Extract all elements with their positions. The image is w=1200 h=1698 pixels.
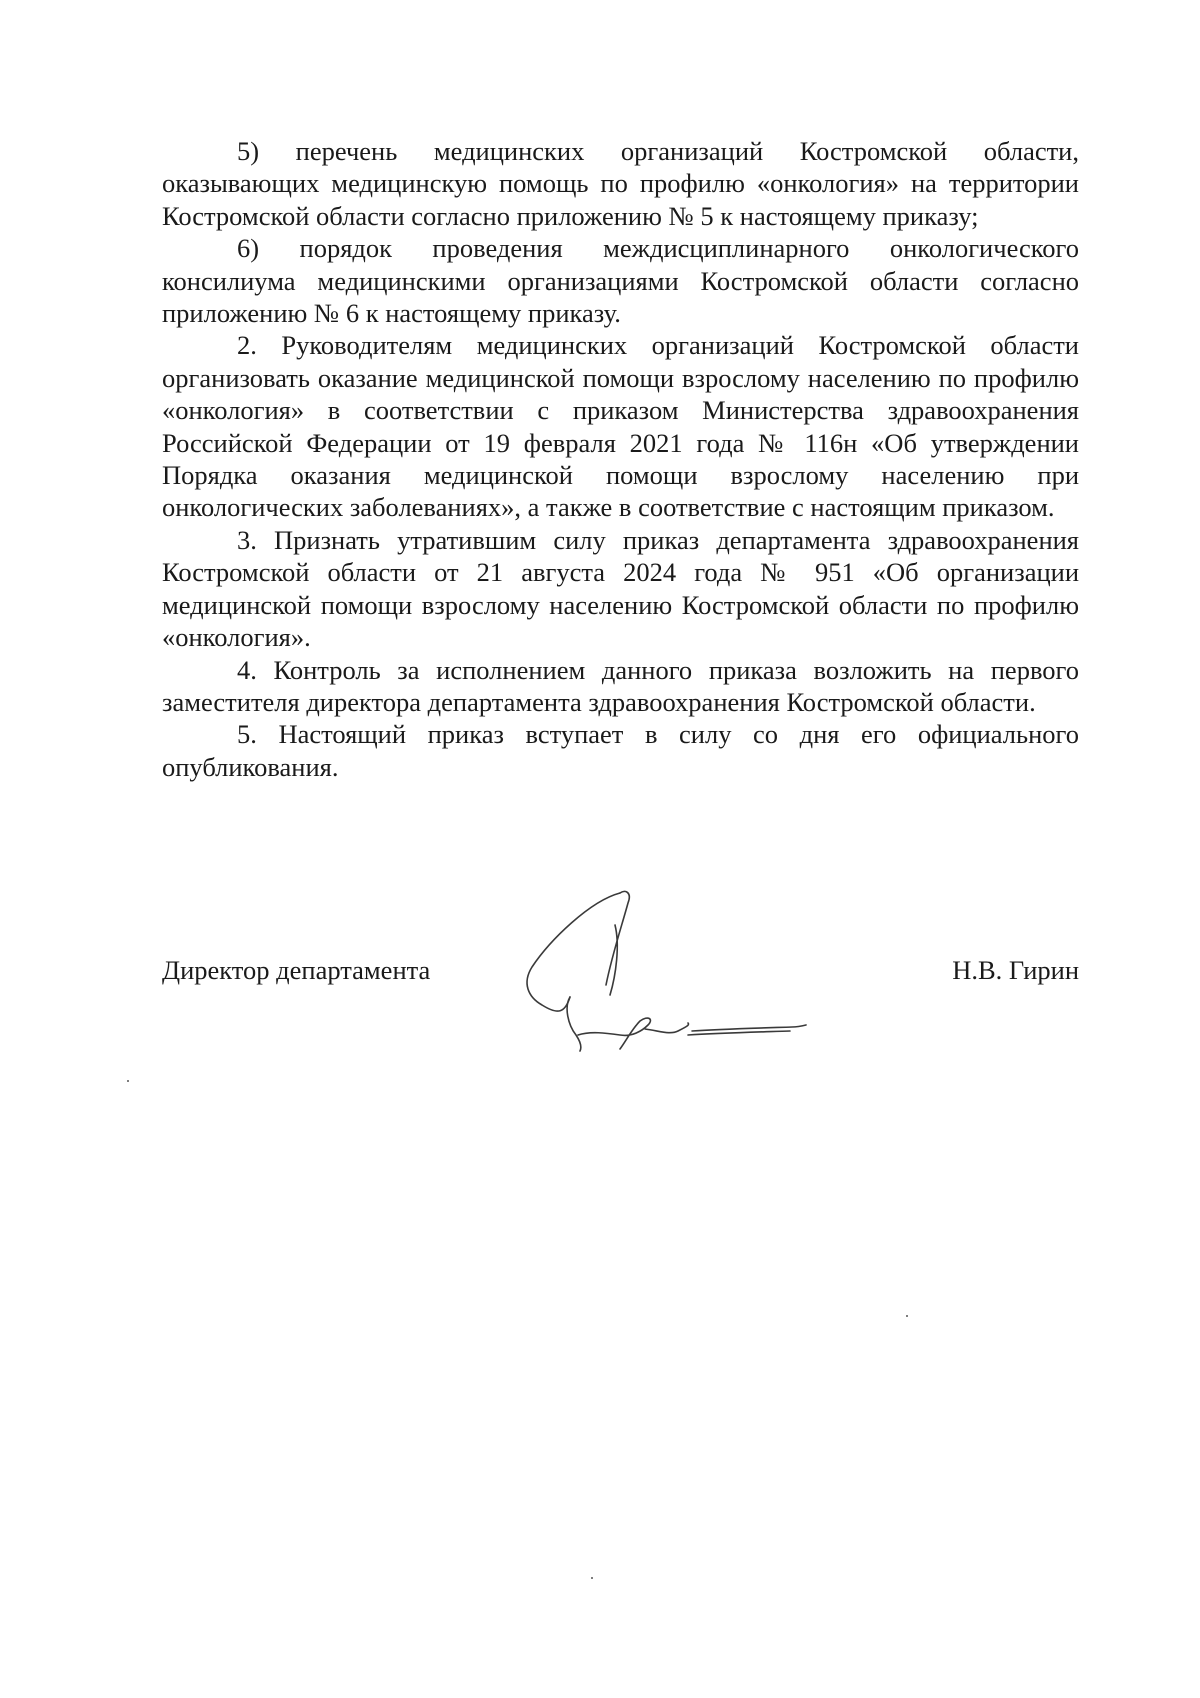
paragraph-clause-3: 3. Признать утратившим силу приказ департамента здравоохранения Костромской области от 21 августа 2024 года № 951 «Об организации медицинской помощи взрослому населению Костромской области по профилю «онкология». bbox=[162, 524, 1079, 653]
signer-name: Н.В. Гирин bbox=[952, 955, 1079, 985]
signer-position: Директор департамента bbox=[162, 955, 431, 985]
paragraph-item-5: 5) перечень медицинских организаций Костромской области, оказывающих медицинскую помощь по профилю «онкология» на территории Костромской области согласно приложению № 5 к настоящему приказу; bbox=[162, 136, 1079, 231]
paragraph-clause-5: 5. Настоящий приказ вступает в силу со дня его официального опубликования. bbox=[162, 719, 1079, 782]
paragraph-item-6: 6) порядок проведения междисциплинарного онкологического консилиума медицинскими организациями Костромской области согласно приложению № 6 к настоящему приказу. bbox=[162, 233, 1079, 329]
handwritten-signature bbox=[520, 885, 830, 1060]
document-body bbox=[162, 135, 1079, 783]
scan-speck bbox=[127, 1080, 129, 1082]
paragraph-clause-2: 2. Руководителям медицинских организаций Костромской области организовать оказание медицинской помощи взрослому населению по профилю «онкология» в соответствии с приказом Министерства здравоохранения Российской Федерации от 19 февраля 2021 года № 116н «Об утверждении Порядка оказания медицинской помощи взрослому населению при онкологических заболеваниях», а также в соответствие с настоящим приказом. bbox=[162, 330, 1079, 523]
scan-speck bbox=[591, 1577, 593, 1579]
paragraph-clause-4: 4. Контроль за исполнением данного приказа возложить на первого заместителя директора департамента здравоохранения Костромской области. bbox=[162, 654, 1079, 717]
scan-speck bbox=[906, 1315, 908, 1317]
